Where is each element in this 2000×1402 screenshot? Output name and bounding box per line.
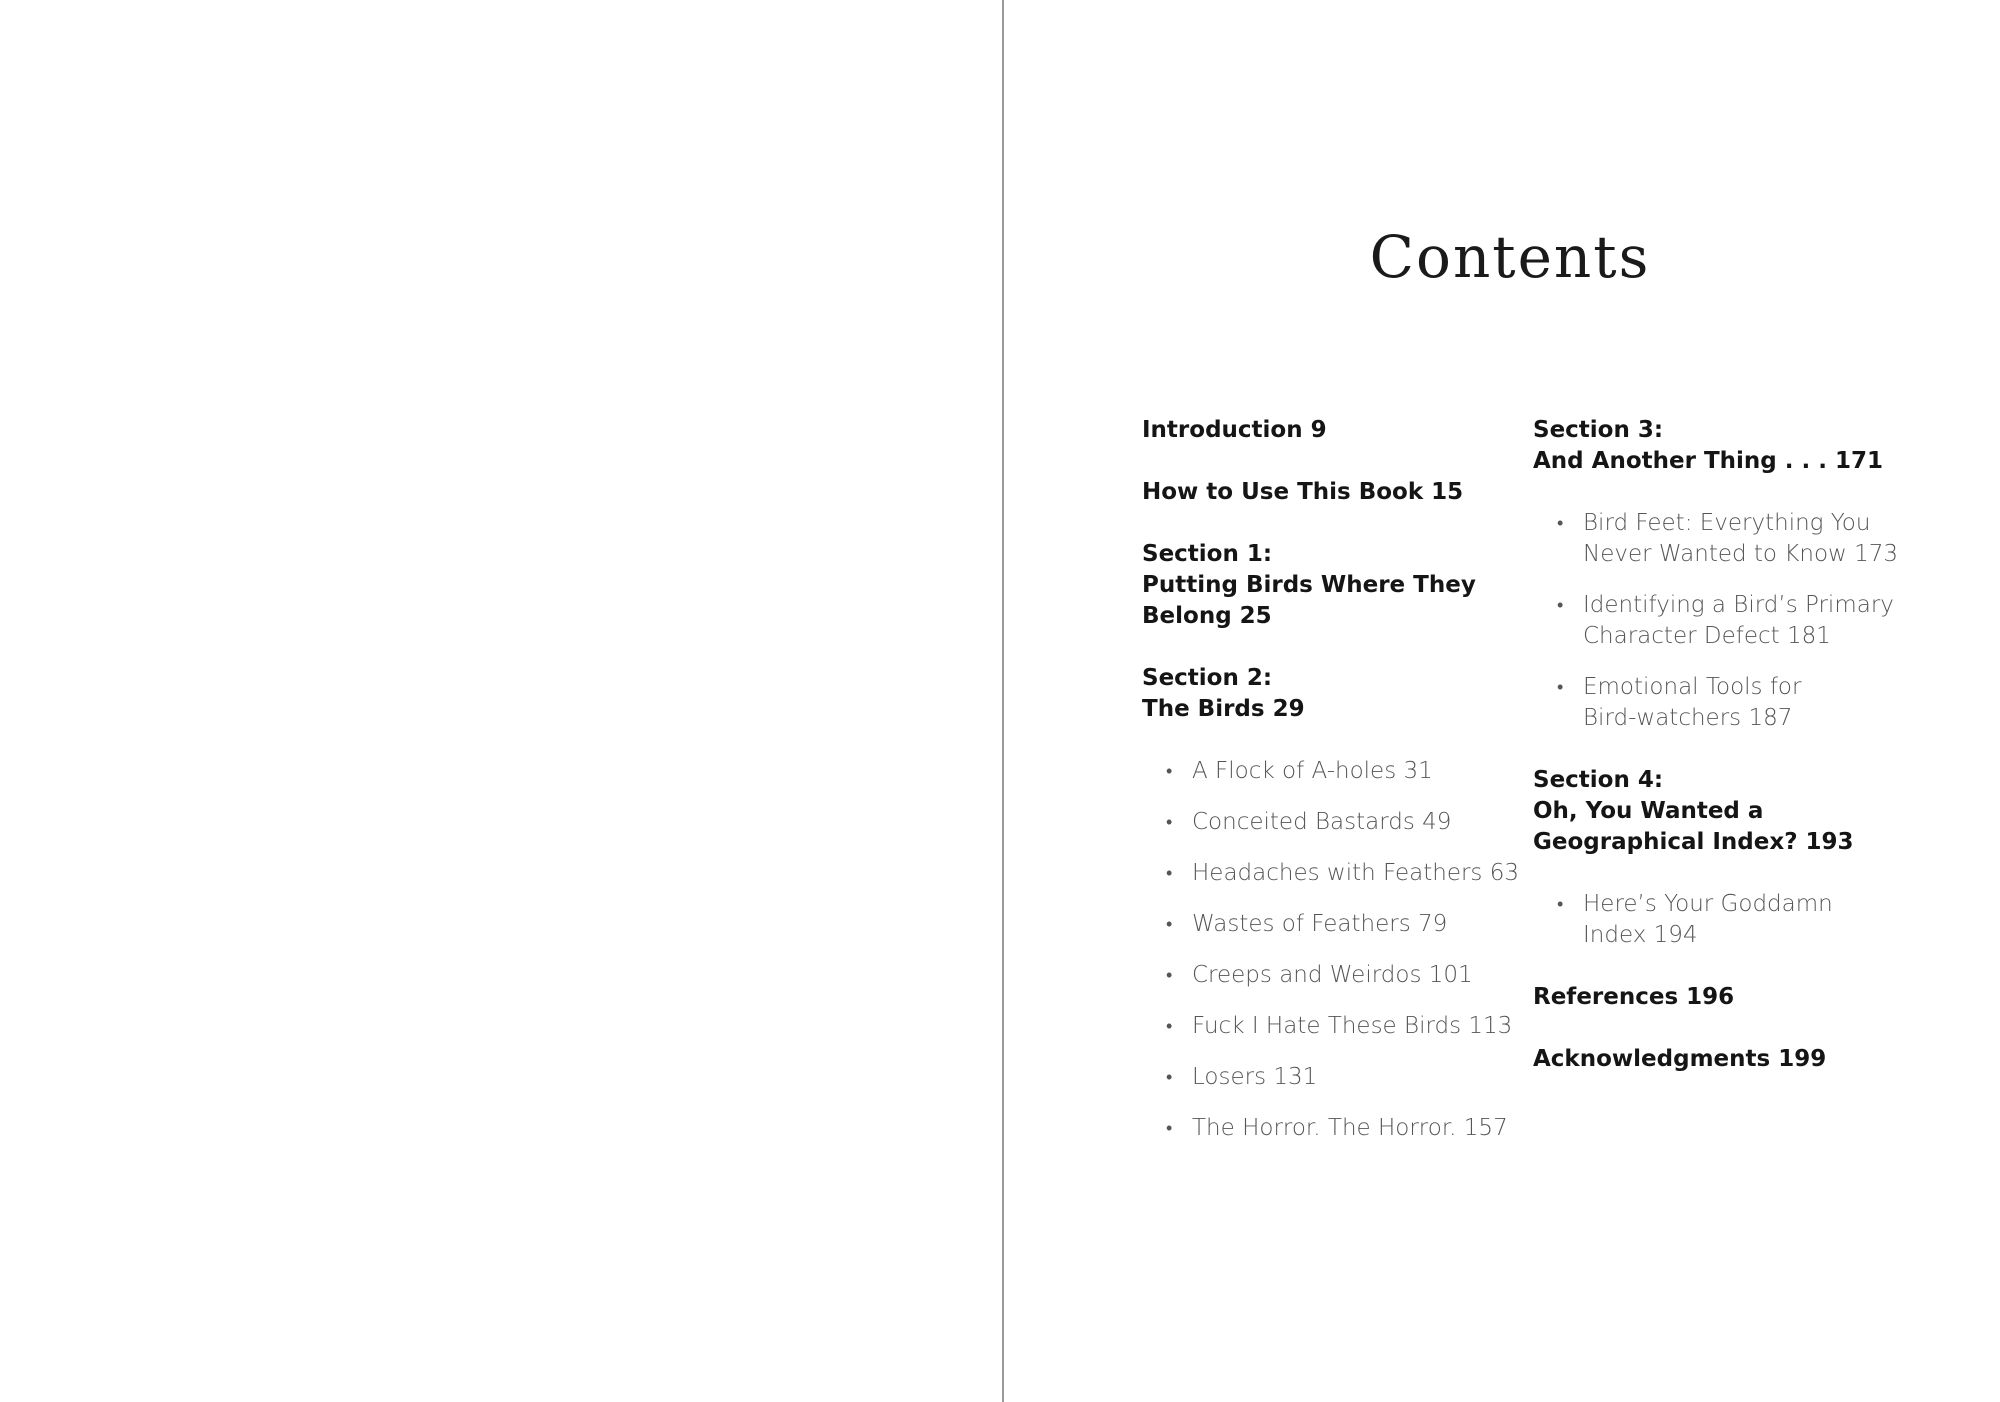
toc-sublist — [1142, 756, 1522, 1144]
bullet-icon: • — [1166, 1016, 1173, 1037]
toc-entry-line: Section 2: — [1142, 665, 1273, 691]
toc-subentry — [1142, 858, 1522, 889]
page-title: Contents — [1369, 223, 1651, 291]
toc-subentry — [1142, 960, 1522, 991]
toc-subentry-line: Creeps and Weirdos 101 — [1192, 962, 1473, 988]
toc-subentry — [1142, 1011, 1522, 1042]
toc-subentry-line: Here’s Your Goddamn — [1583, 891, 1833, 917]
toc-entry — [1142, 415, 1522, 446]
bullet-icon: • — [1557, 595, 1564, 616]
bullet-icon: • — [1166, 1118, 1173, 1139]
toc-subentry — [1533, 672, 1953, 734]
toc-left-column — [1142, 415, 1522, 1175]
bullet-icon: • — [1166, 1067, 1173, 1088]
toc-subentry-line: Losers 131 — [1192, 1064, 1318, 1090]
toc-entry-line: The Birds 29 — [1142, 696, 1305, 722]
toc-subentry — [1533, 889, 1953, 951]
toc-subentry — [1142, 807, 1522, 838]
bullet-icon: • — [1166, 761, 1173, 782]
toc-entry-line: Putting Birds Where They — [1142, 572, 1476, 598]
toc-entry-line: Belong 25 — [1142, 603, 1272, 629]
toc-subentry-line: A Flock of A-holes 31 — [1192, 758, 1433, 784]
bullet-icon: • — [1166, 965, 1173, 986]
bullet-icon: • — [1166, 812, 1173, 833]
toc-subentry-line: Character Defect 181 — [1583, 623, 1831, 649]
toc-subentry-line: Bird Feet: Everything You — [1583, 510, 1871, 536]
toc-sublist — [1533, 889, 1953, 951]
toc-subentry — [1533, 590, 1953, 652]
bullet-icon: • — [1166, 863, 1173, 884]
toc-subentry-line: Headaches with Feathers 63 — [1192, 860, 1519, 886]
toc-subentry-line: Index 194 — [1583, 922, 1698, 948]
toc-entry-line: References 196 — [1533, 984, 1735, 1010]
toc-subentry-line: Fuck I Hate These Birds 113 — [1192, 1013, 1513, 1039]
toc-subentry — [1142, 1062, 1522, 1093]
toc-subentry-line: Bird-watchers 187 — [1583, 705, 1793, 731]
bullet-icon: • — [1557, 513, 1564, 534]
toc-entry — [1533, 765, 1953, 858]
toc-entry-line: How to Use This Book 15 — [1142, 479, 1464, 505]
toc-entry-line: Section 1: — [1142, 541, 1273, 567]
bullet-icon: • — [1557, 894, 1564, 915]
toc-sublist — [1533, 508, 1953, 734]
toc-subentry — [1142, 909, 1522, 940]
toc-subentry-line: The Horror. The Horror. 157 — [1192, 1115, 1508, 1141]
toc-subentry-line: Conceited Bastards 49 — [1192, 809, 1452, 835]
toc-entry-line: And Another Thing . . . 171 — [1533, 448, 1883, 474]
bullet-icon: • — [1557, 677, 1564, 698]
page-divider — [1002, 0, 1004, 1402]
bullet-icon: • — [1166, 914, 1173, 935]
toc-entry — [1533, 982, 1953, 1013]
toc-subentry — [1533, 508, 1953, 570]
toc-entry — [1142, 539, 1522, 632]
toc-entry-line: Section 4: — [1533, 767, 1664, 793]
toc-subentry-line: Identifying a Bird’s Primary — [1583, 592, 1894, 618]
toc-entry-line: Oh, You Wanted a — [1533, 798, 1764, 824]
toc-entry-line: Acknowledgments 199 — [1533, 1046, 1827, 1072]
toc-entry — [1142, 663, 1522, 725]
toc-entry — [1142, 477, 1522, 508]
toc-subentry-line: Emotional Tools for — [1583, 674, 1802, 700]
toc-subentry — [1142, 1113, 1522, 1144]
toc-subentry-line: Wastes of Feathers 79 — [1192, 911, 1448, 937]
toc-subentry-line: Never Wanted to Know 173 — [1583, 541, 1899, 567]
toc-entry-line: Introduction 9 — [1142, 417, 1327, 443]
toc-entry — [1533, 1044, 1953, 1075]
toc-entry-line: Geographical Index? 193 — [1533, 829, 1854, 855]
toc-entry — [1533, 415, 1953, 477]
toc-entry-line: Section 3: — [1533, 417, 1664, 443]
toc-right-column — [1533, 415, 1953, 1106]
toc-subentry — [1142, 756, 1522, 787]
